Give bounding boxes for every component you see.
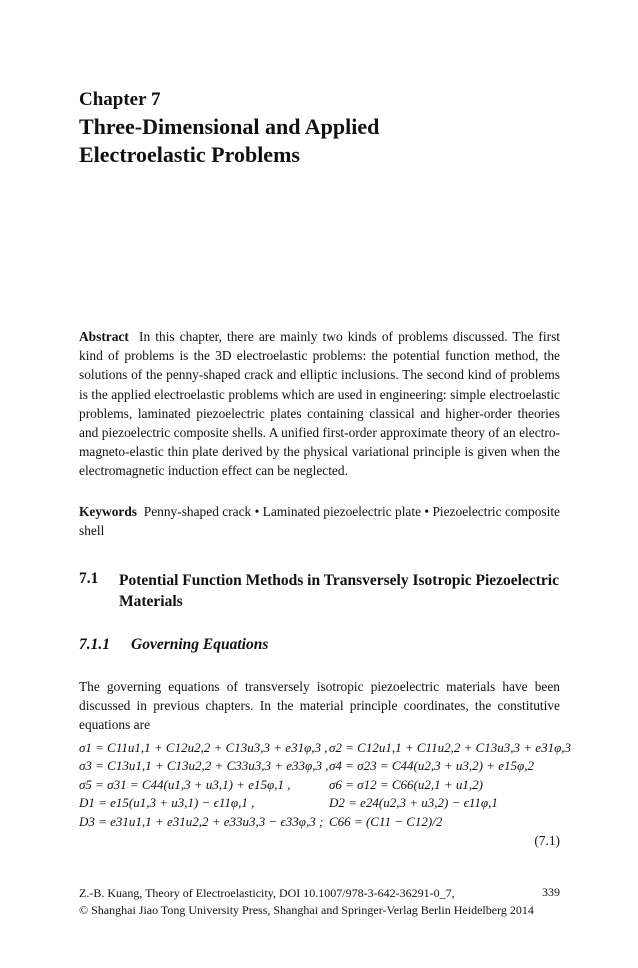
keywords-text: Penny-shaped crack • Laminated piezoelectric plate • Piezoelectric composite shell <box>79 504 560 539</box>
equation-right: σ6 = σ12 = C66(u2,1 + u1,2) <box>329 776 483 792</box>
equation-right: D2 = e24(u2,3 + u3,2) − ϵ11φ,1 <box>329 795 498 811</box>
equation-left: D1 = e15(u1,3 + u3,1) − ϵ11φ,1 , <box>79 795 255 811</box>
footer-copyright: © Shanghai Jiao Tong University Press, Shanghai and Springer-Verlag Berlin Heidelberg 2014 <box>79 903 534 917</box>
abstract-heading: Abstract <box>79 329 129 344</box>
keywords-block <box>79 502 560 540</box>
chapter-title-line-1: Three-Dimensional and Applied <box>79 114 380 139</box>
chapter-title-line-2: Electroelastic Problems <box>79 142 300 167</box>
equation-row <box>79 740 572 758</box>
equation-left: σ5 = σ31 = C44(u1,3 + u3,1) + e15φ,1 , <box>79 776 291 792</box>
equation-number: (7.1) <box>534 833 560 848</box>
equation-row <box>79 814 560 832</box>
chapter-title <box>79 113 559 169</box>
equation-left: D3 = e31u1,1 + e31u2,2 + e33u3,3 − ϵ33φ,3 ; <box>79 813 324 829</box>
abstract-text: In this chapter, there are mainly two kinds of problems discussed. The first kind of problems is the 3D electroelastic problems: the potential function method, the solutions of the penny-shaped crack and elliptic inclusions. The second kind of problems is the applied electroelastic problems which are used in engineering: simple electroelastic problems, laminated piezoelectric plates containing classical and higher-order theories and piezoelectric composite shells. A unified first-order approximate theory of an electro-magneto-elastic thin plate derived by the physical variational principle is given when the electromagnetic induction effect can be neglected. <box>79 329 560 479</box>
section-number: 7.1 <box>79 570 99 587</box>
equation-right: σ2 = C12u1,1 + C11u2,2 + C13u3,3 + e31φ,3 <box>329 740 572 755</box>
abstract-block <box>79 327 560 481</box>
footer <box>79 885 560 919</box>
equation-right: σ4 = σ23 = C44(u2,3 + u3,2) + e15φ,2 <box>329 758 534 774</box>
footer-citation: Z.-B. Kuang, Theory of Electroelasticity, DOI 10.1007/978-3-642-36291-0_7, <box>79 886 455 900</box>
keywords-heading: Keywords <box>79 504 138 519</box>
section-title: Potential Function Methods in Transversely Isotropic Piezoelectric Materials <box>119 572 559 610</box>
equation-left: σ1 = C11u1,1 + C12u2,2 + C13u3,3 + e31φ,3 , <box>79 740 328 755</box>
equation-row <box>79 777 560 795</box>
subsection-title: Governing Equations <box>131 636 269 653</box>
page-number: 339 <box>542 885 560 899</box>
chapter-label: Chapter 7 <box>79 89 161 110</box>
equation-block <box>79 740 572 832</box>
equation-row <box>79 758 560 776</box>
subsection-number: 7.1.1 <box>79 636 110 653</box>
equation-left: σ3 = C13u1,1 + C13u2,2 + C33u3,3 + e33φ,3 , <box>79 758 329 774</box>
body-paragraph: The governing equations of transversely isotropic piezoelectric materials have been discussed in previous chapters. In the material principle coordinates, the constitutive equations are <box>79 679 560 733</box>
equation-row <box>79 795 560 813</box>
equation-right: C66 = (C11 − C12)/2 <box>329 813 443 829</box>
